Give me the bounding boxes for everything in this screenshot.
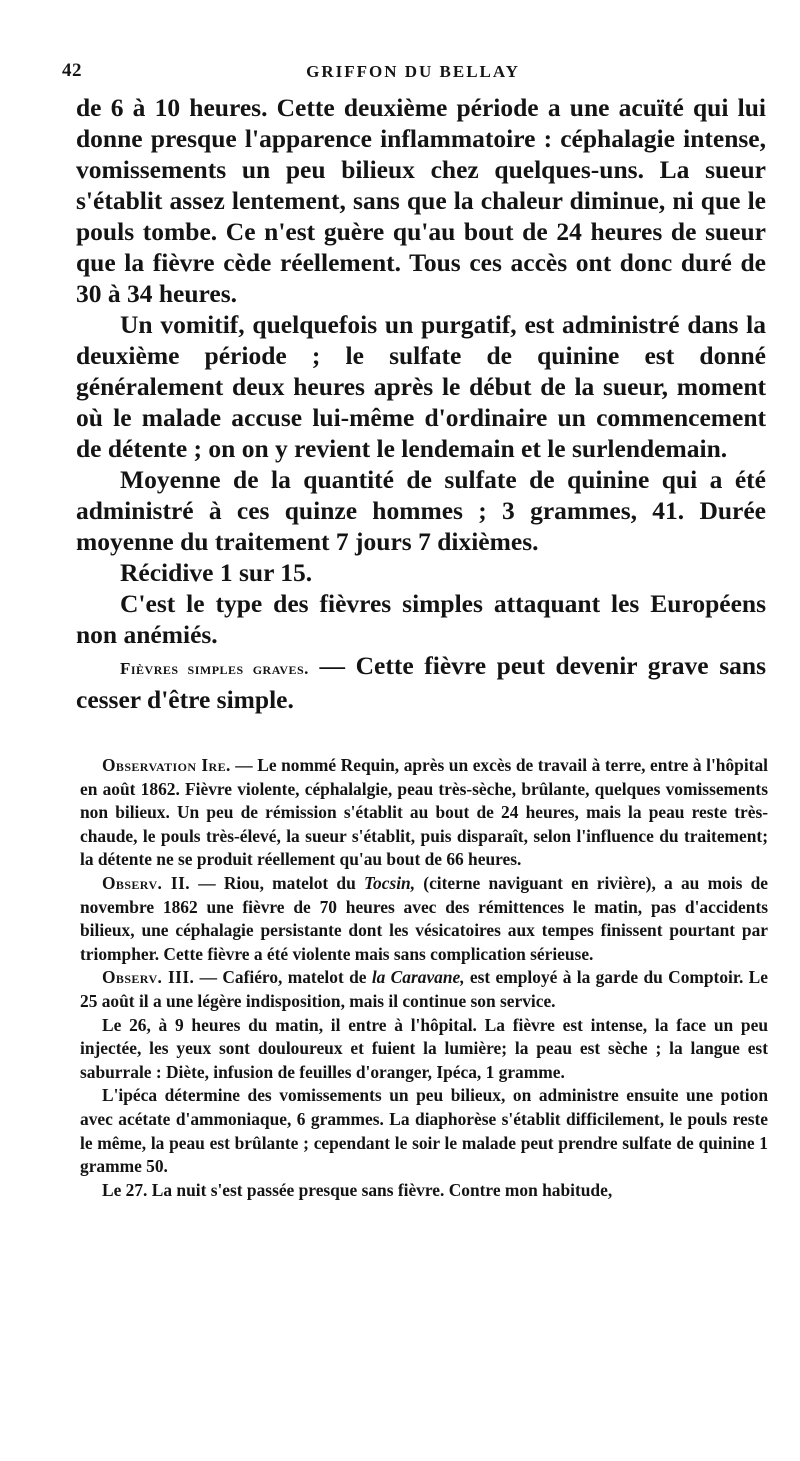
- observation-text: — Le nommé Requin, après un excès de travail à terre, entre à l'hôpital en août 1862. Fièvre violente, céphalalgie, peau très-sèche, brûlante, quelques vomissements non bilieux. Un peu de rémission s'établit au bout de 24 heures, mais la peau reste très-chaude, le pouls très-élevé, la sueur s'établit, puis disparaît, selon l'influence du traitement; la détente ne se produit réellement qu'au bout de 66 heures.: [80, 755, 768, 870]
- section-subheading: [76, 650, 766, 715]
- ship-name: la Caravane,: [371, 967, 465, 988]
- observation-lead: Observ. III.: [102, 967, 195, 988]
- observation-text: est employé à la garde du Comptoir. Le 25 août il a une légère indisposition, mais il continue son service.: [80, 967, 768, 1011]
- main-text: [76, 92, 766, 715]
- paragraph: Moyenne de la quantité de sulfate de quinine qui a été administré à ces quinze hommes ; 3 grammes, 41. Durée moyenne du traitement 7 jours 7 dixièmes.: [76, 465, 766, 556]
- paragraph: Un vomitif, quelquefois un purgatif, est administré dans la deuxième période ; le sulfate de quinine est donné généralement deux heures après le début de la sueur, moment où le malade accuse lui-même d'ordinaire un commencement de détente ; on on y revient le lendemain et le surlendemain.: [76, 310, 766, 463]
- ship-name: Tocsin,: [364, 872, 416, 893]
- page-header: [62, 60, 764, 84]
- observation-lead: Observ. II.: [102, 872, 190, 893]
- paragraph: L'ipéca détermine des vomissements un peu bilieux, on administre ensuite une potion avec acétate d'ammoniaque, 6 grammes. La diaphorèse s'établit difficilement, le pouls reste le même, la peau est brûlante ; cependant le soir le malade peut prendre sulfate de quinine 1 gramme 50.: [80, 1085, 768, 1177]
- observation: [80, 754, 768, 872]
- subheading-label: Fièvres simples graves.: [120, 659, 309, 678]
- observation: [80, 966, 768, 1013]
- observation-text: (citerne naviguant en rivière), a au mois de novembre 1862 une fièvre de 70 heures avec des rémittences le matin, pas d'accidents bilieux, une céphalagie persistante dont les vésicatoires aux tempes finissent pourtant par triompher. Cette fièvre a été violente mais sans complication sérieuse.: [80, 872, 768, 964]
- page-number: 42: [62, 60, 82, 81]
- paragraph: C'est le type des fièvres simples attaquant les Européens non anémiés.: [76, 589, 766, 649]
- observation-text: — Riou, matelot du: [189, 872, 364, 893]
- subheading-text: — Cette fièvre peut devenir grave sans cesser d'être simple.: [76, 651, 767, 714]
- paragraph: Le 27. La nuit s'est passée presque sans fièvre. Contre mon habitude,: [102, 1179, 613, 1200]
- observations-text: [80, 754, 768, 1202]
- observation-text: — Cafiéro, matelot de: [194, 967, 372, 988]
- observation: [80, 872, 768, 966]
- paragraph: Récidive 1 sur 15.: [120, 558, 313, 587]
- observation-lead: Observation Ire.: [102, 755, 231, 775]
- paragraph: de 6 à 10 heures. Cette deuxième période a une acuïté qui lui donne presque l'apparence inflammatoire : céphalagie intense, vomissements un peu bilieux chez quelques-uns. La sueur s'établit assez lentement, sans que la chaleur diminue, ni que le pouls tombe. Ce n'est guère qu'au bout de 24 heures de sueur que la fièvre cède réellement. Tous ces accès ont donc duré de 30 à 34 heures.: [76, 93, 766, 308]
- paragraph: Le 26, à 9 heures du matin, il entre à l'hôpital. La fièvre est intense, la face un peu injectée, les yeux sont douloureux et fuient la lumière; la peau est sèche ; la langue est saburrale : Diète, infusion de feuilles d'oranger, Ipéca, 1 gramme.: [80, 1014, 768, 1082]
- running-title: GRIFFON DU BELLAY: [306, 62, 520, 81]
